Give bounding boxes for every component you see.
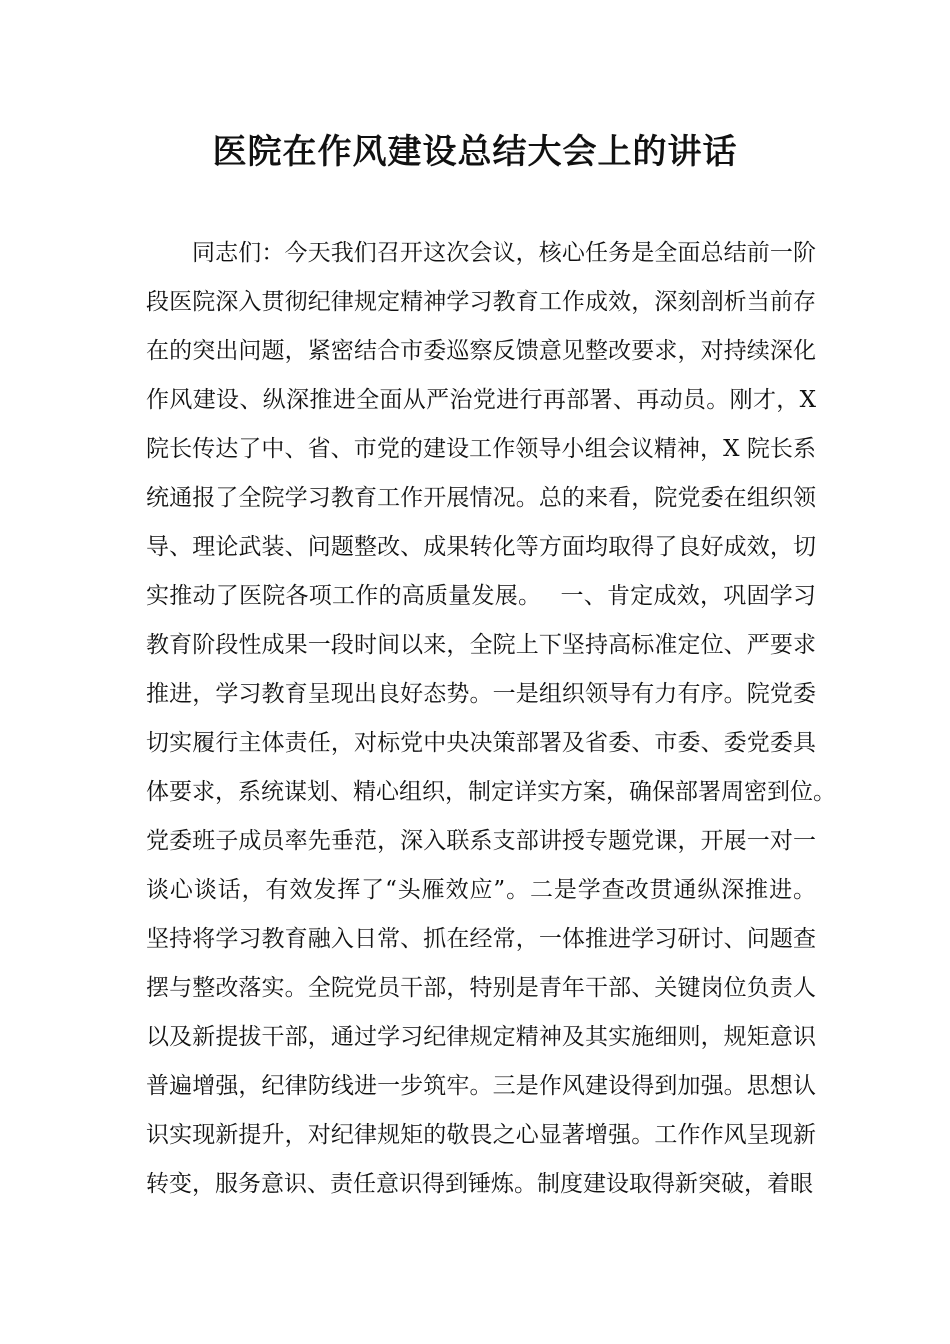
body-line: 普遍增强，纪律防线进一步筑牢。三是作风建设得到加强。思想认 [146,1073,816,1099]
body-line: 同志们：今天我们召开这次会议，核心任务是全面总结前一阶 [192,240,816,266]
body-line: 实推动了医院各项工作的高质量发展。 一、肯定成效，巩固学习 [146,583,816,609]
body-line: 谈心谈话，有效发挥了“头雁效应”。二是学查改贯通纵深推进。 [146,877,816,903]
body-line: 党委班子成员率先垂范，深入联系支部讲授专题党课，开展一对一 [146,828,816,854]
body-line: 坚持将学习教育融入日常、抓在经常，一体推进学习研讨、问题查 [146,926,816,952]
document-title: 医院在作风建设总结大会上的讲话 [212,132,738,172]
document-body [146,229,836,1209]
body-line: 教育阶段性成果一段时间以来，全院上下坚持高标准定位、严要求 [146,632,816,658]
body-line: 以及新提拔干部，通过学习纪律规定精神及其实施细则，规矩意识 [146,1024,816,1050]
body-line: 体要求，系统谋划、精心组织，制定详实方案，确保部署周密到位。 [146,779,836,805]
body-line: 摆与整改落实。全院党员干部，特别是青年干部、关键岗位负责人 [146,975,816,1001]
body-line: 转变，服务意识、责任意识得到锤炼。制度建设取得新突破，着眼 [146,1171,813,1197]
body-line: 在的突出问题，紧密结合市委巡察反馈意见整改要求，对持续深化 [146,338,816,364]
body-line: 统通报了全院学习教育工作开展情况。总的来看，院党委在组织领 [146,485,816,511]
body-line: 院长传达了中、省、市党的建设工作领导小组会议精神，X 院长系 [146,436,816,462]
body-line: 导、理论武装、问题整改、成果转化等方面均取得了良好成效，切 [146,534,816,560]
body-line: 段医院深入贯彻纪律规定精神学习教育工作成效，深刻剖析当前存 [146,289,816,315]
body-line: 识实现新提升，对纪律规矩的敬畏之心显著增强。工作作风呈现新 [146,1122,816,1148]
body-line: 作风建设、纵深推进全面从严治党进行再部署、再动员。刚才，X [146,387,816,413]
body-line: 切实履行主体责任，对标党中央决策部署及省委、市委、委党委具 [146,730,816,756]
body-line: 推进，学习教育呈现出良好态势。一是组织领导有力有序。院党委 [146,681,816,707]
